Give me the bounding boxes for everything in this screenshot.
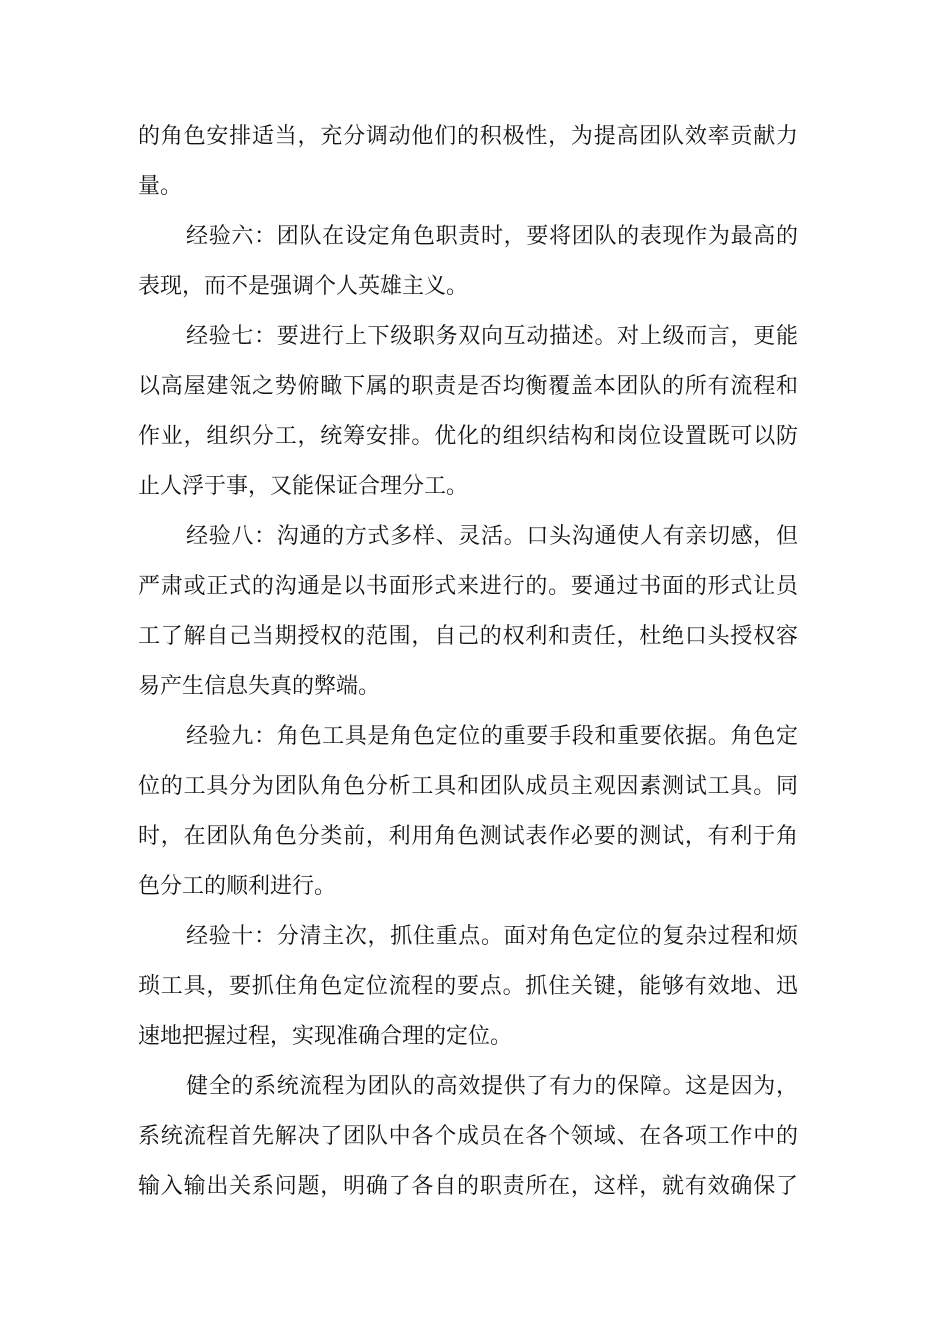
text-line: 量。 [138, 174, 183, 199]
text-line: 输入输出关系问题，明确了各自的职责所在，这样，就有效确保了 [138, 1174, 798, 1199]
document-body [138, 112, 798, 1212]
paragraph [138, 912, 798, 1062]
paragraph [138, 212, 798, 312]
paragraph [138, 512, 798, 712]
text-line: 经验八：沟通的方式多样、灵活。口头沟通使人有亲切感，但 [186, 524, 798, 549]
paragraph [138, 712, 798, 912]
text-line: 色分工的顺利进行。 [138, 874, 337, 899]
text-line: 易产生信息失真的弊端。 [138, 674, 381, 699]
text-line: 琐工具，要抓住角色定位流程的要点。抓住关键，能够有效地、迅 [138, 974, 798, 999]
text-line: 经验七：要进行上下级职务双向互动描述。对上级而言，更能 [186, 324, 798, 349]
text-line: 以高屋建瓴之势俯瞰下属的职责是否均衡覆盖本团队的所有流程和 [138, 374, 798, 399]
text-line: 作业，组织分工，统筹安排。优化的组织结构和岗位设置既可以防 [138, 424, 798, 449]
paragraph [138, 1062, 798, 1212]
text-line: 严肃或正式的沟通是以书面形式来进行的。要通过书面的形式让员 [138, 574, 798, 599]
text-line: 经验九：角色工具是角色定位的重要手段和重要依据。角色定 [186, 724, 798, 749]
paragraph [138, 112, 798, 212]
text-line: 位的工具分为团队角色分析工具和团队成员主观因素测试工具。同 [138, 774, 798, 799]
paragraph [138, 312, 798, 512]
text-line: 止人浮于事，又能保证合理分工。 [138, 474, 469, 499]
text-line: 表现，而不是强调个人英雄主义。 [138, 274, 469, 299]
text-line: 健全的系统流程为团队的高效提供了有力的保障。这是因为， [186, 1074, 798, 1099]
text-line: 经验六：团队在设定角色职责时，要将团队的表现作为最高的 [186, 224, 798, 249]
text-line: 速地把握过程，实现准确合理的定位。 [138, 1024, 513, 1049]
text-line: 的角色安排适当，充分调动他们的积极性，为提高团队效率贡献力 [138, 124, 798, 149]
text-line: 工了解自己当期授权的范围，自己的权利和责任，杜绝口头授权容 [138, 624, 798, 649]
text-line: 经验十：分清主次，抓住重点。面对角色定位的复杂过程和烦 [186, 924, 798, 949]
text-line: 时，在团队角色分类前，利用角色测试表作必要的测试，有利于角 [138, 824, 798, 849]
text-line: 系统流程首先解决了团队中各个成员在各个领域、在各项工作中的 [138, 1124, 798, 1149]
